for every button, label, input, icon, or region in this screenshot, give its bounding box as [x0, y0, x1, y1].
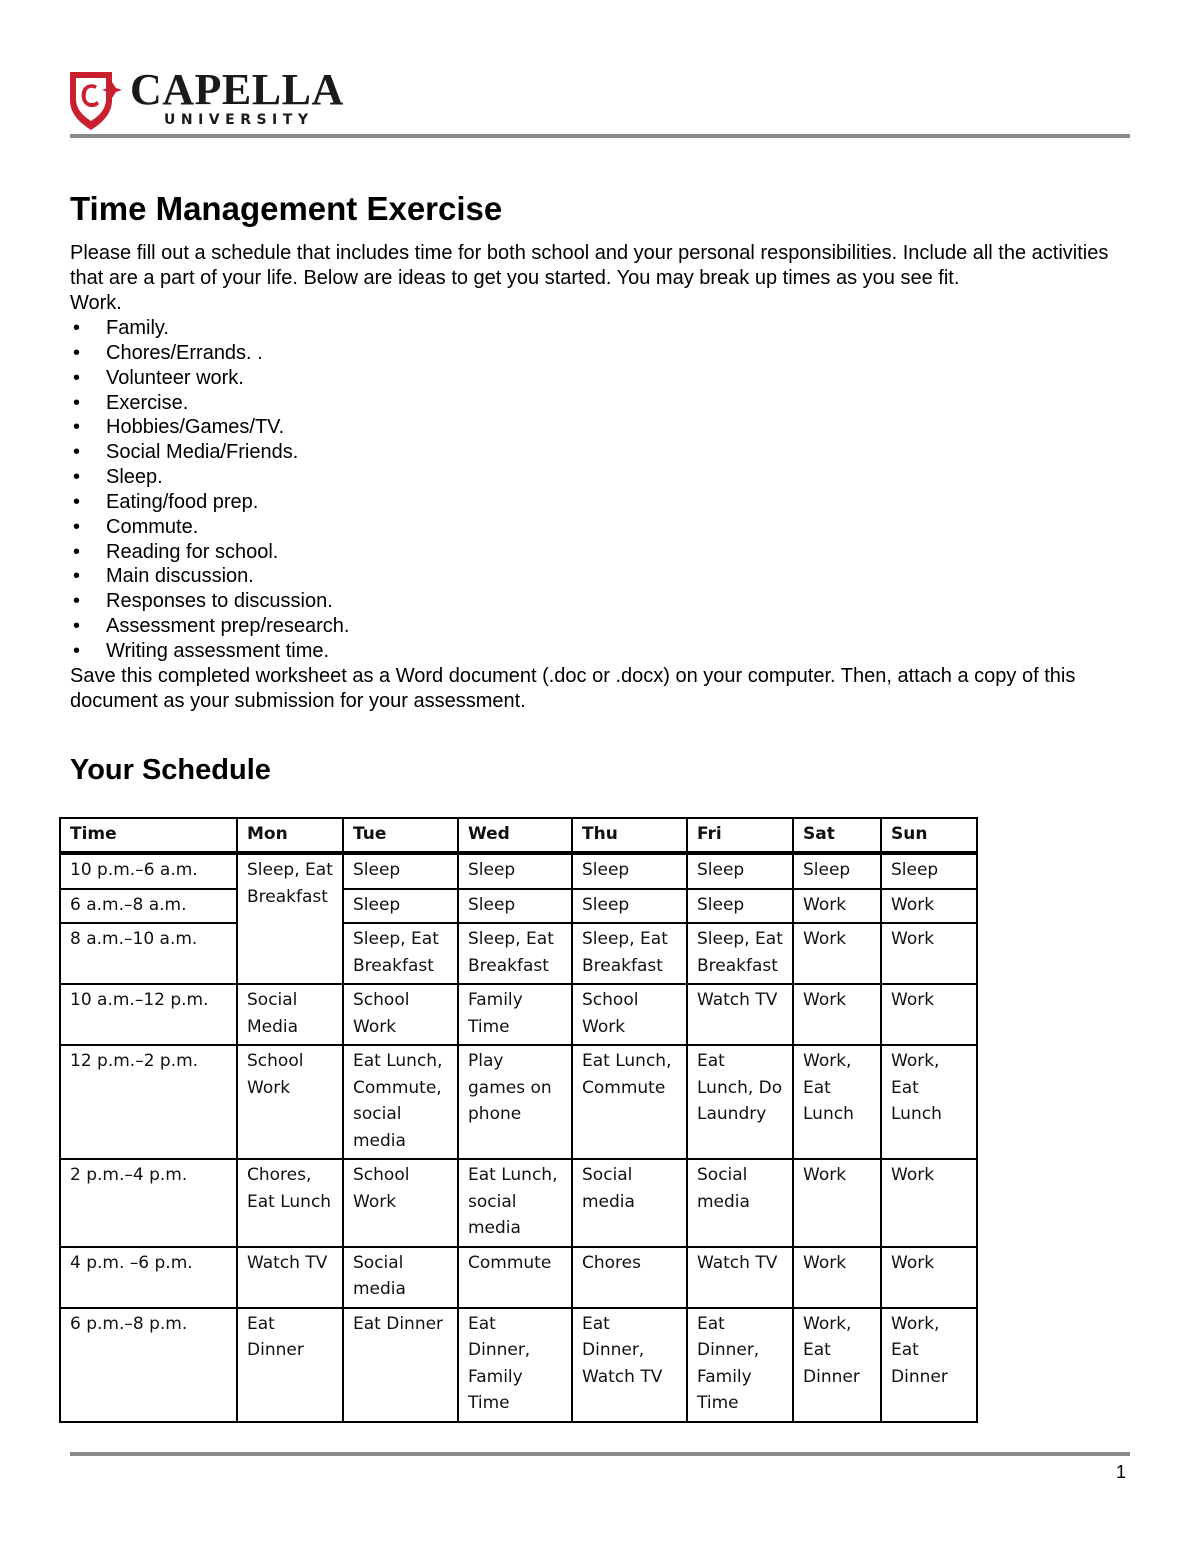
- time-cell: 6 a.m.–8 a.m.: [60, 889, 237, 924]
- list-item: [70, 341, 1135, 366]
- thu-cell: School Work: [572, 984, 687, 1045]
- list-item-text: Eating/food prep.: [106, 490, 259, 513]
- sat-cell: Work: [793, 1247, 881, 1308]
- shield-icon: [68, 70, 124, 132]
- table-row: [60, 984, 977, 1045]
- mon-cell: Chores, Eat Lunch: [237, 1159, 343, 1247]
- thu-cell: Eat Lunch, Commute: [572, 1045, 687, 1159]
- sun-cell: Work: [881, 923, 977, 984]
- sun-cell: Work, Eat Lunch: [881, 1045, 977, 1159]
- header-mon: Mon: [237, 818, 343, 853]
- list-item: [70, 465, 1135, 490]
- footer-divider: [70, 1452, 1130, 1456]
- bullet-icon: •: [73, 639, 81, 662]
- list-item-text: Main discussion.: [106, 565, 254, 588]
- sat-cell: Work, Eat Dinner: [793, 1308, 881, 1422]
- header-sat: Sat: [793, 818, 881, 853]
- list-item: [70, 589, 1135, 614]
- tue-cell: Sleep: [343, 853, 458, 889]
- bullet-icon: •: [73, 590, 81, 613]
- sun-cell: Sleep: [881, 853, 977, 889]
- sun-cell: Work, Eat Dinner: [881, 1308, 977, 1422]
- fri-cell: Eat Dinner, Family Time: [687, 1308, 793, 1422]
- instructions: [70, 241, 1135, 714]
- bullet-icon: •: [73, 317, 81, 339]
- fri-cell: Eat Lunch, Do Laundry: [687, 1045, 793, 1159]
- wed-cell: Sleep, Eat Breakfast: [458, 923, 572, 984]
- closing-paragraph: Save this completed worksheet as a Word document (.doc or .docx) on your computer. Then, attach a copy of this document as your submission for your assessment.: [70, 664, 1076, 712]
- list-item-text: Sleep.: [106, 466, 163, 489]
- list-item: [70, 540, 1135, 565]
- sun-cell: Work: [881, 984, 977, 1045]
- header-tue: Tue: [343, 818, 458, 853]
- wed-cell: Sleep: [458, 853, 572, 889]
- wed-cell: Eat Lunch, social media: [458, 1159, 572, 1247]
- tue-cell: School Work: [343, 984, 458, 1045]
- activity-list: [70, 316, 1135, 664]
- schedule-heading: Your Schedule: [70, 754, 271, 786]
- fri-cell: Sleep: [687, 853, 793, 889]
- fri-cell: Watch TV: [687, 1247, 793, 1308]
- thu-cell: Eat Dinner, Watch TV: [572, 1308, 687, 1422]
- list-item-text: Family.: [106, 317, 169, 339]
- list-item-text: Writing assessment time.: [106, 639, 330, 662]
- fri-cell: Sleep, Eat Breakfast: [687, 923, 793, 984]
- tue-cell: Eat Lunch, Commute, social media: [343, 1045, 458, 1159]
- header-thu: Thu: [572, 818, 687, 853]
- time-cell: 6 p.m.–8 p.m.: [60, 1308, 237, 1422]
- list-item-text: Social Media/Friends.: [106, 441, 299, 464]
- header-sun: Sun: [881, 818, 977, 853]
- bullet-icon: •: [73, 341, 81, 364]
- list-item: [70, 639, 1135, 664]
- sat-cell: Work: [793, 923, 881, 984]
- table-row: [60, 1247, 977, 1308]
- schedule-table: [59, 817, 978, 1423]
- table-row: [60, 1159, 977, 1247]
- list-item: [70, 366, 1135, 391]
- list-item: [70, 515, 1135, 540]
- thu-cell: Sleep: [572, 889, 687, 924]
- list-item-text: Commute.: [106, 515, 199, 538]
- list-item: [70, 564, 1135, 589]
- sat-cell: Work: [793, 984, 881, 1045]
- time-cell: 8 a.m.–10 a.m.: [60, 923, 237, 984]
- list-item-text: Assessment prep/research.: [106, 615, 350, 638]
- wed-cell: Family Time: [458, 984, 572, 1045]
- thu-cell: Chores: [572, 1247, 687, 1308]
- sun-cell: Work: [881, 1159, 977, 1247]
- brand-name: CAPELLA: [130, 65, 344, 114]
- thu-cell: Sleep, Eat Breakfast: [572, 923, 687, 984]
- tue-cell: Social media: [343, 1247, 458, 1308]
- bullet-icon: •: [73, 466, 81, 489]
- table-row: [60, 923, 977, 984]
- page-header: [68, 66, 1130, 138]
- thu-cell: Sleep: [572, 853, 687, 889]
- fri-cell: Watch TV: [687, 984, 793, 1045]
- tue-cell: Sleep, Eat Breakfast: [343, 923, 458, 984]
- thu-cell: Social media: [572, 1159, 687, 1247]
- header-fri: Fri: [687, 818, 793, 853]
- bullet-icon: •: [73, 441, 81, 464]
- list-item-text: Chores/Errands. .: [106, 341, 263, 364]
- tue-cell: School Work: [343, 1159, 458, 1247]
- bullet-icon: •: [73, 366, 81, 389]
- list-item: [70, 415, 1135, 440]
- table-header-row: [60, 818, 977, 853]
- sat-cell: Work: [793, 1159, 881, 1247]
- table-row: [60, 1045, 977, 1159]
- page-number: 1: [1116, 1462, 1127, 1482]
- list-item: [70, 316, 1135, 341]
- time-cell: 10 a.m.–12 p.m.: [60, 984, 237, 1045]
- list-item: [70, 391, 1135, 416]
- bullet-icon: •: [73, 540, 81, 563]
- table-row: [60, 889, 977, 924]
- time-cell: 4 p.m. –6 p.m.: [60, 1247, 237, 1308]
- bullet-icon: •: [73, 515, 81, 538]
- wed-cell: Commute: [458, 1247, 572, 1308]
- bullet-icon: •: [73, 565, 81, 588]
- list-item: [70, 440, 1135, 465]
- bullet-icon: •: [73, 490, 81, 513]
- list-item-text: Volunteer work.: [106, 366, 244, 389]
- first-activity: Work.: [70, 292, 122, 314]
- sat-cell: Sleep: [793, 853, 881, 889]
- table-row: [60, 1308, 977, 1422]
- list-item-text: Reading for school.: [106, 540, 279, 563]
- mon-early-cell: Sleep, Eat Breakfast: [237, 853, 343, 984]
- page-title: Time Management Exercise: [70, 190, 503, 227]
- sun-cell: Work: [881, 1247, 977, 1308]
- brand-subtitle: UNIVERSITY: [164, 112, 314, 128]
- mon-cell: Eat Dinner: [237, 1308, 343, 1422]
- bullet-icon: •: [73, 615, 81, 638]
- header-divider: [70, 134, 1130, 138]
- header-time: Time: [60, 818, 237, 853]
- header-wed: Wed: [458, 818, 572, 853]
- list-item-text: Responses to discussion.: [106, 590, 333, 613]
- tue-cell: Eat Dinner: [343, 1308, 458, 1422]
- fri-cell: Social media: [687, 1159, 793, 1247]
- wed-cell: Eat Dinner, Family Time: [458, 1308, 572, 1422]
- sat-cell: Work, Eat Lunch: [793, 1045, 881, 1159]
- tue-cell: Sleep: [343, 889, 458, 924]
- sat-cell: Work: [793, 889, 881, 924]
- sun-cell: Work: [881, 889, 977, 924]
- bullet-icon: •: [73, 416, 81, 439]
- time-cell: 2 p.m.–4 p.m.: [60, 1159, 237, 1247]
- intro-paragraph: Please fill out a schedule that includes time for both school and your personal responsibilities. Include all the activities that are a part of your life. Below are ideas to get you started. You may break up times as you see fit.: [70, 242, 1109, 289]
- list-item: [70, 490, 1135, 515]
- time-cell: 10 p.m.–6 a.m.: [60, 853, 237, 889]
- table-row: [60, 853, 977, 889]
- bullet-icon: •: [73, 391, 81, 414]
- mon-cell: Watch TV: [237, 1247, 343, 1308]
- mon-cell: Social Media: [237, 984, 343, 1045]
- list-item: [70, 614, 1135, 639]
- mon-cell: School Work: [237, 1045, 343, 1159]
- wed-cell: Play games on phone: [458, 1045, 572, 1159]
- time-cell: 12 p.m.–2 p.m.: [60, 1045, 237, 1159]
- wed-cell: Sleep: [458, 889, 572, 924]
- fri-cell: Sleep: [687, 889, 793, 924]
- list-item-text: Exercise.: [106, 391, 189, 414]
- list-item-text: Hobbies/Games/TV.: [106, 416, 285, 439]
